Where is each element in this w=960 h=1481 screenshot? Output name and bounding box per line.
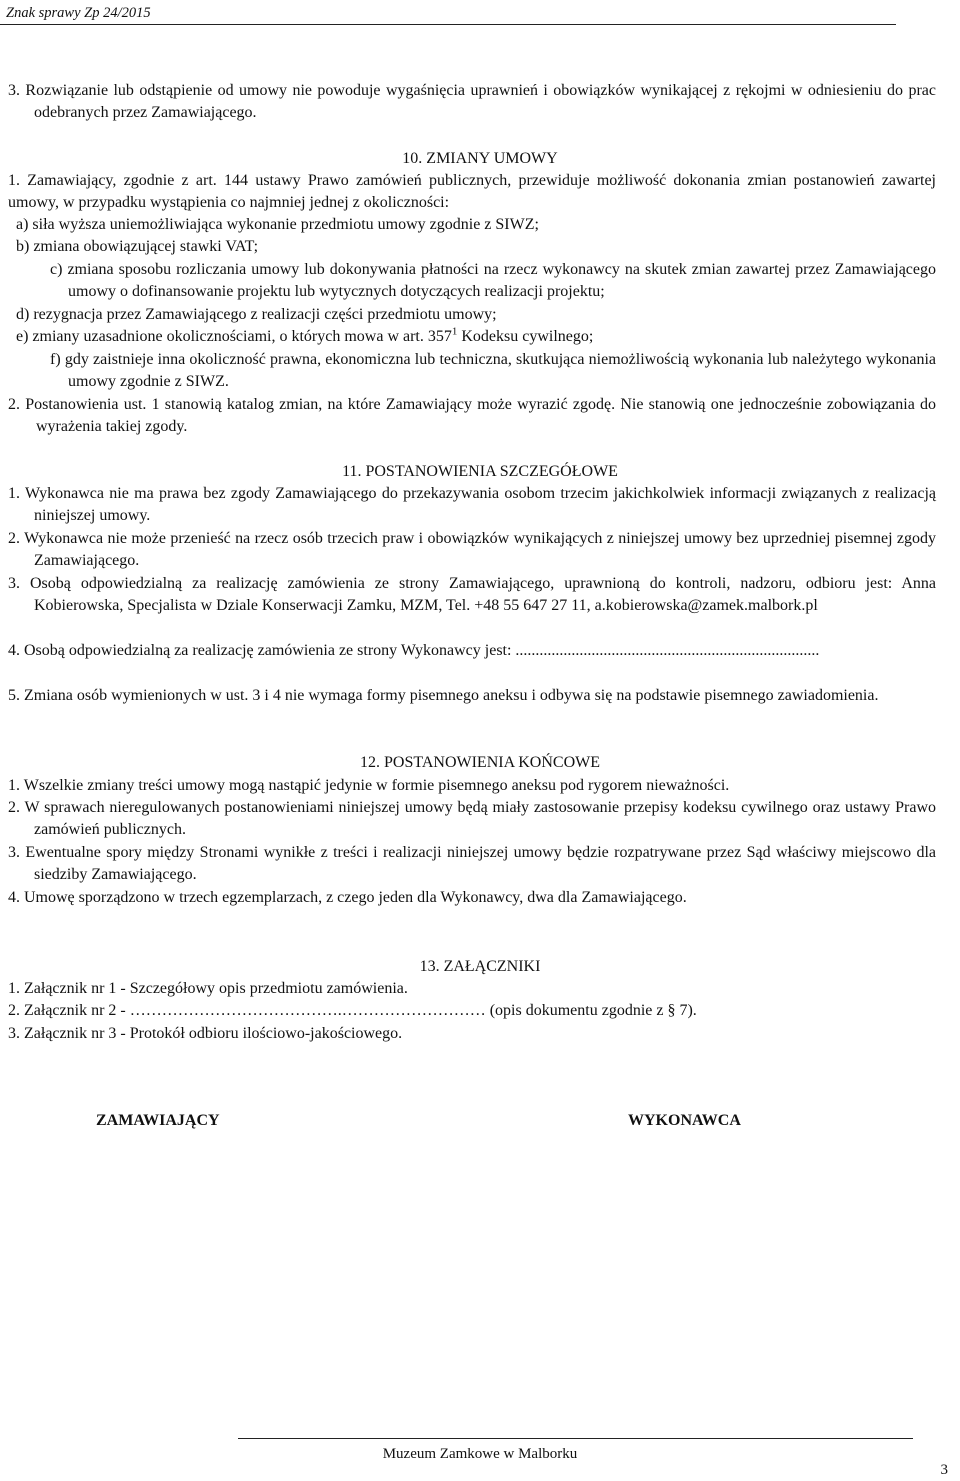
sub-e-superscript: 1 — [451, 325, 458, 338]
section11-title: 11. POSTANOWIENIA SZCZEGÓŁOWE — [342, 463, 618, 480]
section10-sub-d: d) rezygnacja przez Zamawiającego z realizacji części przedmiotu umowy; — [16, 306, 497, 323]
section10-sub-a: a) siła wyższa uniemożliwiająca wykonanie przedmiotu umowy zgodnie z SIWZ; — [16, 216, 539, 233]
section12-item1: 1. Wszelkie zmiany treści umowy mogą nastąpić jedynie w formie pisemnego aneksu pod rygorem nieważności. — [8, 777, 730, 794]
section11-item5: 5. Zmiana osób wymienionych w ust. 3 i 4 nie wymaga formy pisemnego aneksu i odbywa się na podstawie pisemnego zawiadomienia. — [8, 687, 879, 704]
attachment-1: 1. Załącznik nr 1 - Szczegółowy opis przedmiotu zamówienia. — [8, 980, 408, 997]
sub-e-text: e) zmiany uzasadnione okolicznościami, o których mowa w art. 357 — [16, 328, 452, 345]
footer-text: Muzeum Zamkowe w Malborku — [382, 1446, 578, 1462]
footer-divider — [238, 1438, 913, 1439]
section11-item3: 3. Osobą odpowiedzialną za realizację zamówienia ze strony Zamawiającego, uprawnioną do kontroli, nadzoru, odbioru jest: Anna Kobierowska, Specjalista w Dziale Konserwacji Zamku, MZM, Tel. +48 55 647 27 11, a.kobierowska@zamek.malbork.pl — [8, 575, 936, 614]
section11-item1: 1. Wykonawca nie ma prawa bez zgody Zamawiającego do przekazywania osobom trzecim jakichkolwiek informacji związanych z realizacją niniejszej umowy. — [8, 485, 936, 524]
section10-title: 10. ZMIANY UMOWY — [402, 150, 558, 167]
sub-e-text-end: Kodeksu cywilnego; — [457, 328, 594, 345]
section10-sub-e — [8, 326, 936, 348]
section10-item2: 2. Postanowienia ust. 1 stanowią katalog zmian, na które Zamawiający może wyrazić zgodę. Nie stanowią one jednocześnie zobowiązania do wyrażenia takiej zgody. — [8, 396, 936, 435]
section12-title: 12. POSTANOWIENIA KOŃCOWE — [359, 754, 601, 771]
document-header: Znak sprawy Zp 24/2015 — [6, 5, 151, 21]
section11-item4: 4. Osobą odpowiedzialną za realizację zamówienia ze strony Wykonawcy jest: ............................................................................ — [8, 642, 820, 659]
section10-sub-f: f) gdy zaistnieje inna okoliczność prawna, ekonomiczna lub techniczna, skutkująca niemożliwością wykonania lub należytego wykonania umowy zgodnie z SIWZ. — [50, 351, 936, 390]
section9-item3: 3. Rozwiązanie lub odstąpienie od umowy nie powoduje wygaśnięcia uprawnień i obowiązków wynikającej z rękojmi w odniesieniu do prac odebranych przez Zamawiającego. — [8, 82, 936, 121]
page-number: 3 — [940, 1462, 948, 1478]
header-divider — [0, 24, 896, 25]
section12-item2: 2. W sprawach nieregulowanych postanowieniami niniejszej umowy będą miały zastosowanie przepisy kodeksu cywilnego oraz ustawy Prawo zamówień publicznych. — [8, 799, 936, 838]
signature-ordering-party: ZAMAWIAJĄCY — [96, 1112, 220, 1129]
section11-item2: 2. Wykonawca nie może przenieść na rzecz osób trzecich praw i obowiązków wynikających z niniejszej umowy bez uprzedniej pisemnej zgody Zamawiającego. — [8, 530, 936, 569]
section10-sub-b: b) zmiana obowiązującej stawki VAT; — [16, 238, 259, 255]
section10-sub-c: c) zmiana sposobu rozliczania umowy lub dokonywania płatności na rzecz wykonawcy na skutek zmian zawartej przez Zamawiającego umowy o dofinansowanie projektu lub wytycznych dotyczących realizacji projektu; — [50, 261, 936, 300]
section13-title: 13. ZAŁĄCZNIKI — [419, 958, 541, 975]
section12-item3: 3. Ewentualne spory między Stronami wynikłe z treści i realizacji niniejszej umowy będzie rozpatrywane przez Sąd właściwy miejscowo dla siedziby Zamawiającego. — [8, 844, 936, 883]
signature-contractor: WYKONAWCA — [628, 1112, 741, 1129]
attachment-3: 3. Załącznik nr 3 - Protokół odbioru ilościowo-jakościowego. — [8, 1025, 403, 1042]
attachment-2: 2. Załącznik nr 2 - ………………………………….……………………… (opis dokumentu zgodnie z § 7). — [8, 1002, 697, 1019]
section12-item4: 4. Umowę sporządzono w trzech egzemplarzach, z czego jeden dla Wykonawcy, dwa dla Zamawiającego. — [8, 889, 687, 906]
section10-item1: 1. Zamawiający, zgodnie z art. 144 ustawy Prawo zamówień publicznych, przewiduje możliwość dokonania zmian postanowień zawartej umowy, w przypadku wystąpienia co najmniej jednej z okoliczności: — [8, 172, 936, 211]
